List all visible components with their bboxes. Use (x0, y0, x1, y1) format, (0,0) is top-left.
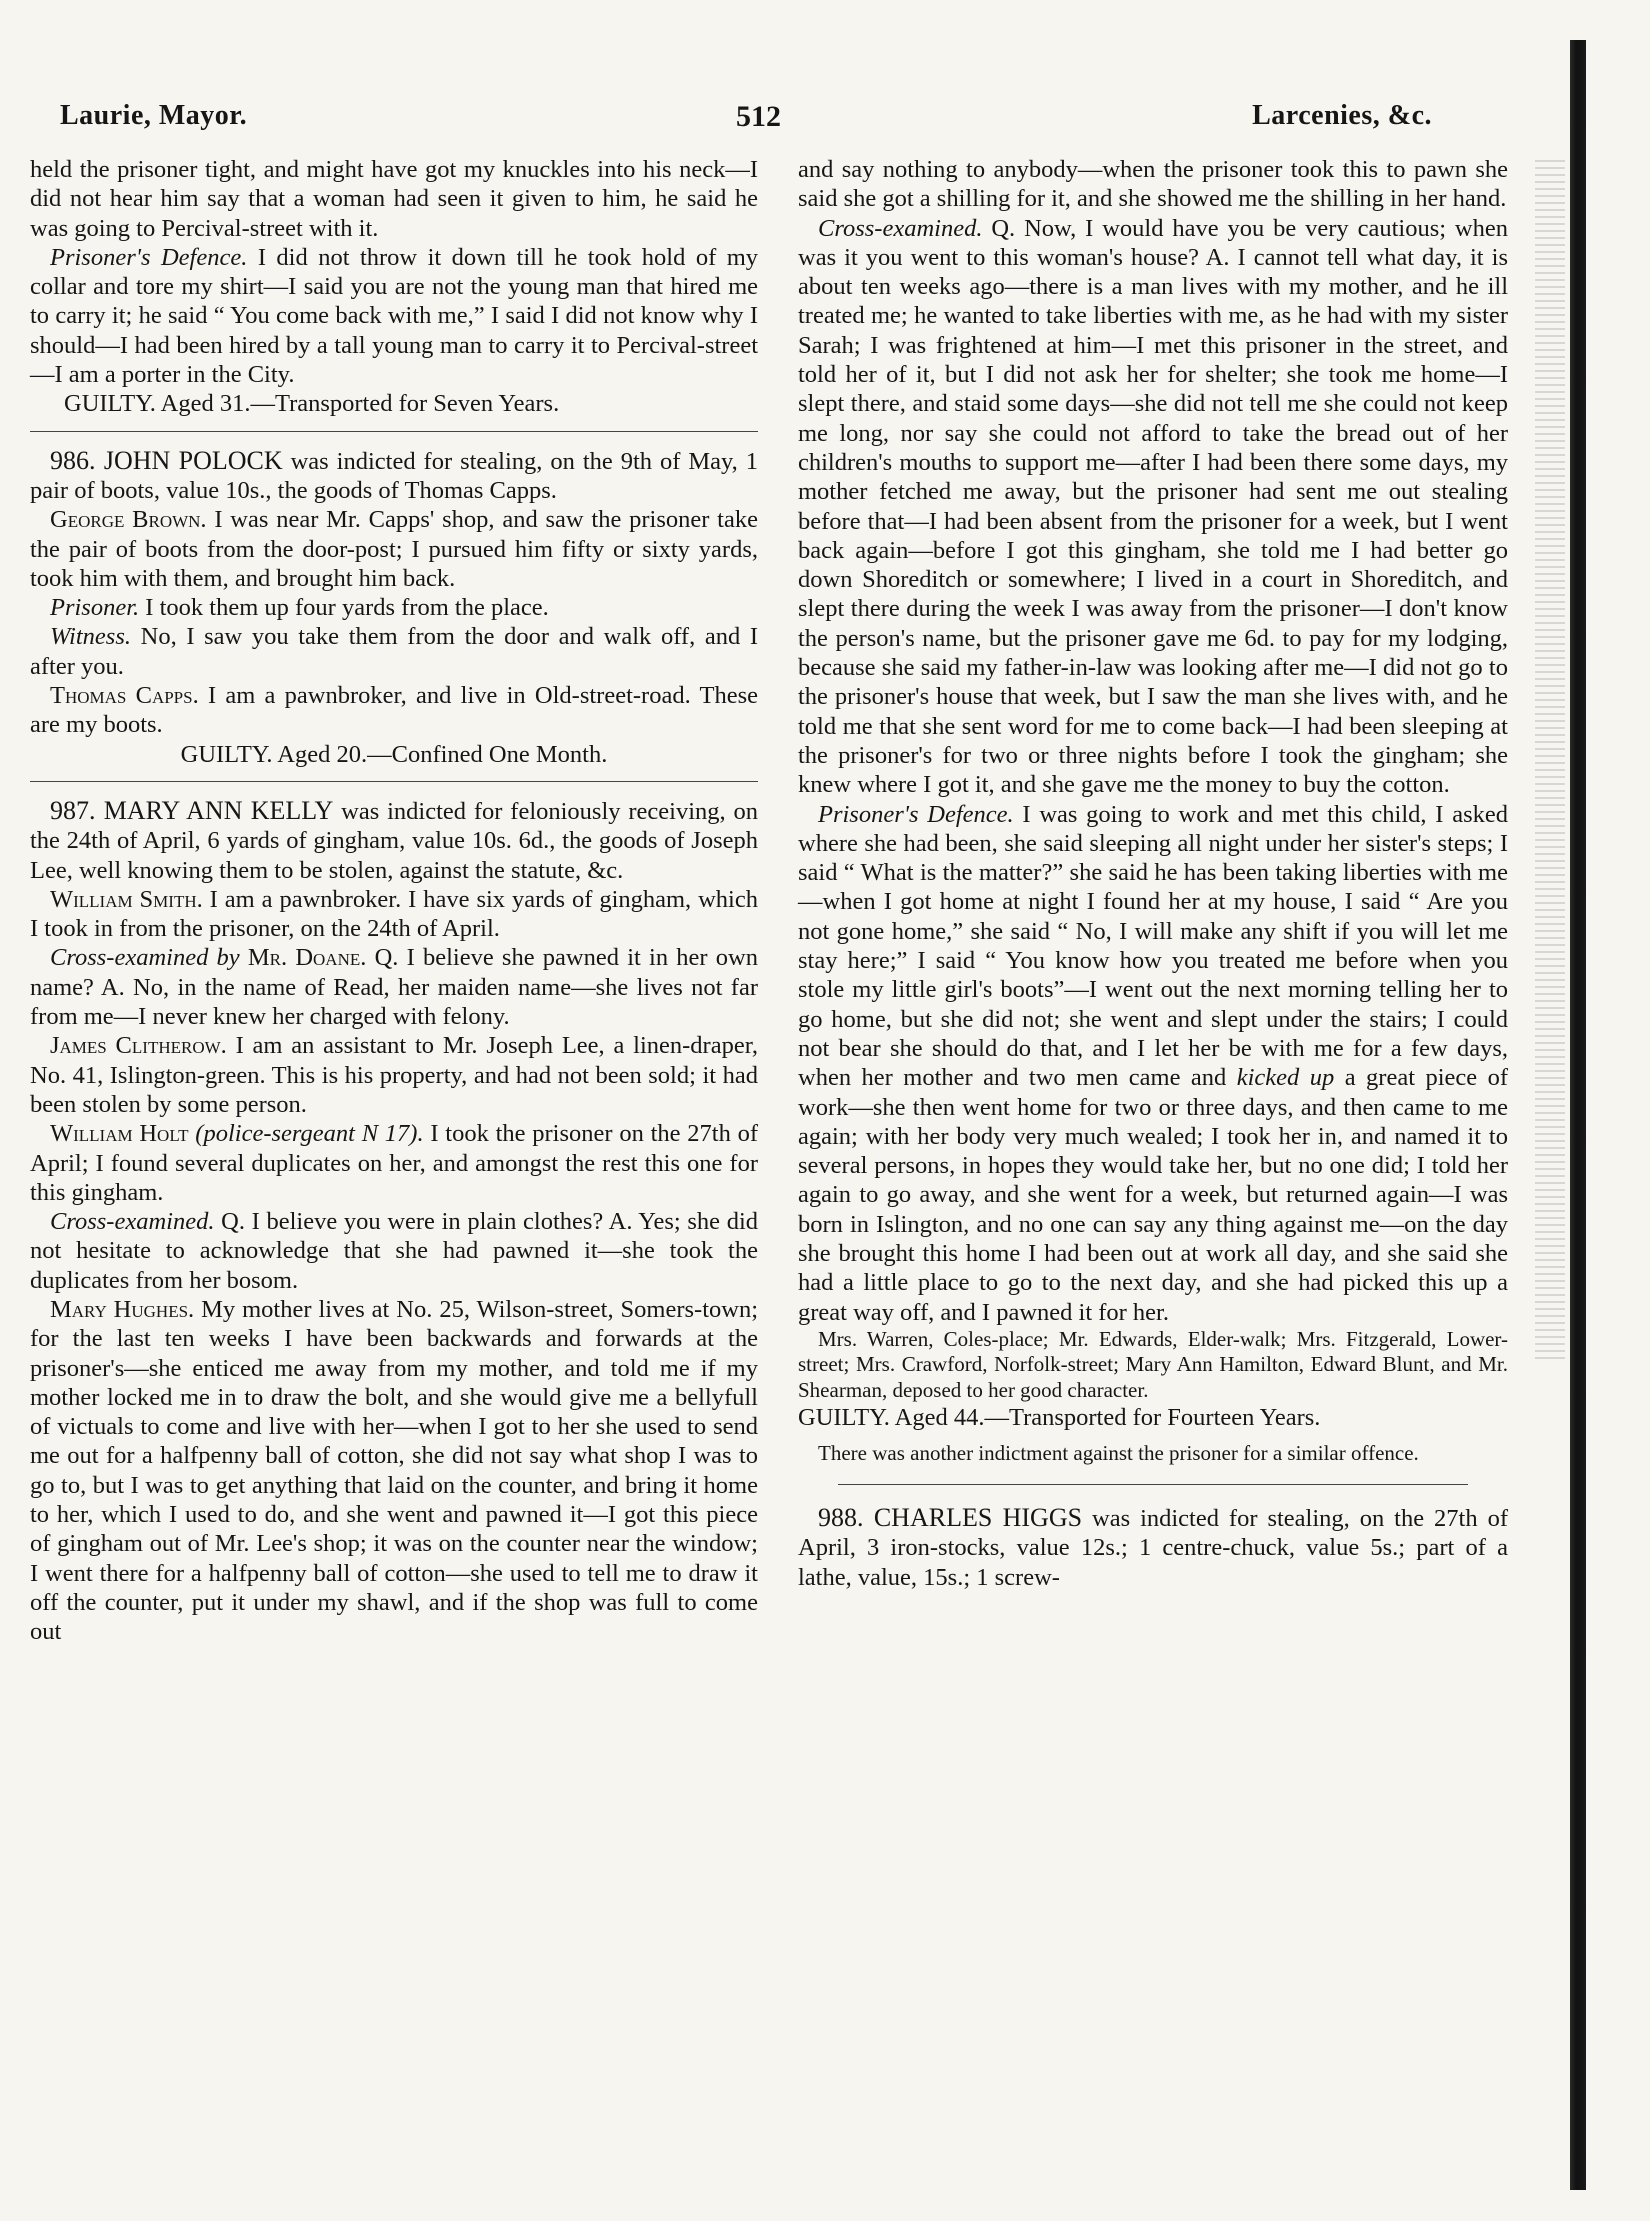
case-number: 987. (50, 795, 104, 825)
note: There was another indictment against the prisoner for a similar offence. (818, 1440, 1419, 1465)
speaker-label: Prisoner's Defence. (50, 243, 248, 271)
case-number: 986. (50, 445, 104, 475)
speaker-label: Prisoner's Defence. (818, 800, 1014, 828)
left-column (30, 155, 758, 1647)
testimony-text: I am a pawnbroker. I have six yards of gingham, which I took in from the prisoner, on the 24th of April. (30, 885, 758, 943)
testimony-text: My mother lives at No. 25, Wilson-street, Somers-town; for the last ten weeks I have been backwards and forwards at the prisoner's—she enticed me away from my mother, and told me if my mother locked me in to draw the bolt, and she would give me a bellyfull of victuals to come and live with her—when I got to her she used to send me out for a halfpenny ball of cotton, she did not say what shop I was to go to, but I was to get anything that laid on the counter, and bring it home to her, which I used to do, and she went and pawned it—I got this piece of gingham out of Mr. Lee's shop; it was on the counter near the window; I went there for a halfpenny ball of cotton—she used to tell me to draw it off the counter, put it under my shawl, and if the shop was full to come out (30, 1295, 759, 1646)
prisoner-paragraph (30, 593, 758, 622)
paragraph-text: I did not throw it down till he took hold of my collar and tore my shirt—I said you are not the young man that hired me to carry it; he said “ You come back with me,” I said I did not know why I should—I had been hired by a tall young man to carry it to Percival-street—I am a porter in the City. (30, 243, 758, 389)
speaker-label: Cross-examined. (50, 1208, 215, 1236)
verdict: GUILTY. Aged 20.—Confined One Month. (180, 740, 608, 768)
speaker-label: Prisoner. (50, 594, 140, 622)
header-left: Laurie, Mayor. (60, 100, 248, 131)
case-heading-987 (30, 796, 758, 885)
testimony-text: I was near Mr. Capps' shop, and saw the prisoner take the pair of boots from the door-post; I pursued him fifty or sixty yards, took him with them, and brought him back. (30, 506, 758, 592)
cross-examination-paragraph (30, 1207, 758, 1295)
paragraph-prisoners-defence (30, 243, 758, 389)
testimony-text: a great piece of work—she then went home for two or three days, and then came to me again; with her body very much wealed; I took her in, and named it to several persons, in hopes they would take her, but no one did; I told her again to go away, and she went for a week, but returned again—I was born in Islington, and no one can say any thing against me—on the day she brought this home I had been out at work all day, and she said she had a little place to go to the next day, and she had picked this up a great way off, and I pawned it for her. (798, 1064, 1508, 1326)
testimony-text: Q. I believe she pawned it in her own name? A. No, in the name of Read, her maiden name—she lives not far from me—I never knew her charged with felony. (30, 944, 758, 1031)
defendant-name: MARY ANN KELLY (103, 795, 334, 825)
witness-reply-paragraph (30, 622, 758, 681)
defendant-name: JOHN POLOCK (103, 445, 283, 475)
page-number: 512 (736, 100, 781, 133)
speaker-label: Cross-examined. (818, 214, 983, 242)
case-heading-988 (798, 1503, 1508, 1592)
indictment-text: was indicted for feloniously receiving, on the 24th of April, 6 yards of gingham, value 10s. 6d., the goods of Joseph Lee, well knowing them to be stolen, against the statute, &c. (30, 797, 758, 884)
paragraph-continuation: held the prisoner tight, and might have got my knuckles into his neck—I did not hear him say that a woman had seen it given to him, he said he was going to Percival-street with it. (30, 156, 758, 242)
witness-paragraph (30, 1031, 758, 1119)
witness-paragraph (30, 1295, 758, 1647)
witness-paragraph (30, 1119, 758, 1207)
testimony-text: I took the prisoner on the 27th of April; I found several duplicates on her, and amongst the rest this one for this gingham. (30, 1120, 758, 1206)
case-number: 988. (818, 1503, 874, 1533)
witness-role: (police-sergeant N 17). (188, 1120, 424, 1148)
witness-name: Thomas Capps. (50, 682, 199, 710)
paragraph-prisoners-defence (798, 800, 1508, 1327)
testimony-text: I was going to work and met this child, I asked where she had been, she said sleeping all night under her sister's steps; I said “ What is the matter?” she said he has been taking liberties with me—when I got home at night I found her at my house, I said “ Are you not gone home,” she said “ No, I will make any shift if you will let me stay here;” I said “ You know how you treated me before when you stole my little girl's boots”—I went out the next morning telling her to go home, but she did not; she went and slept under the stairs; I could not bear she should do that, and I let her be with me for a few days, when her mother and two men came and (798, 800, 1508, 1092)
witness-name: William Smith. (50, 885, 203, 913)
header-right: Larcenies, &c. (1252, 100, 1432, 131)
case-divider (30, 781, 758, 782)
verdict: GUILTY. Aged 44.—Transported for Fourteen Years. (798, 1404, 1321, 1432)
testimony-text: I am a pawnbroker, and live in Old-street-road. These are my boots. (30, 682, 758, 739)
cross-examination-paragraph (798, 214, 1508, 800)
cross-examination-paragraph (30, 943, 758, 1031)
character-witnesses: Mrs. Warren, Coles-place; Mr. Edwards, Elder-walk; Mrs. Fitzgerald, Lower-street; Mrs. Crawford, Norfolk-street; Mary Ann Hamilton, Edward Blunt, and Mr. Shearman, deposed to her good character. (798, 1326, 1508, 1402)
emphasis-text: kicked up (1236, 1064, 1335, 1092)
testimony-text: Q. I believe you were in plain clothes? A. Yes; she did not hesitate to acknowledge that she had pawned it—she took the duplicates from her bosom. (30, 1208, 758, 1294)
indictment-text: was indicted for stealing, on the 9th of May, 1 pair of boots, value 10s., the goods of Thomas Capps. (30, 447, 758, 504)
testimony-text: No, I saw you take them from the door and walk off, and I after you. (30, 623, 758, 680)
case-heading-986 (30, 446, 758, 506)
witness-name: James Clitherow. (50, 1032, 227, 1060)
witness-name: Mary Hughes. (50, 1295, 195, 1323)
witness-name: William Holt (50, 1120, 189, 1148)
witness-paragraph (30, 505, 758, 593)
defendant-name: CHARLES HIGGS (873, 1503, 1083, 1533)
witness-paragraph (30, 885, 758, 944)
testimony-text: I am an assistant to Mr. Joseph Lee, a linen-draper, No. 41, Islington-green. This is his property, and had not been sold; it had been stolen by some person. (30, 1032, 758, 1118)
case-divider (838, 1484, 1468, 1485)
speaker-label: Witness. (50, 623, 131, 651)
indictment-text: was indicted for stealing, on the 27th of April, 3 iron-stocks, value 12s.; 1 centre-chuck, value 5s.; part of a lathe, value, 15s.; 1 screw- (798, 1505, 1508, 1591)
witness-paragraph (30, 681, 758, 740)
right-column (798, 155, 1508, 1592)
testimony-text: I took them up four yards from the place. (139, 594, 549, 622)
testimony-text: Q. Now, I would have you be very cautious; when was it you went to this woman's house? A. I cannot tell what day, it is about ten weeks ago—there is a man lives with my mother, and he ill treated me; he wanted to take liberties with me, as he had with my sister Sarah; I was frightened at him—I met this prisoner in the street, and told her of it, but I did not ask her for shelter; she took me home—I slept there, and staid some days—she did not tell me she could not keep me long, nor say she could not afford to take the bread out of her children's mouths to support me—after I had been there some days, my mother fetched me away, but the prisoner had sent me out stealing before that—I had been absent from the prisoner for a week, but I went back again—before I got this gingham, she told me I had better go down Shoreditch or somewhere; I lived in a court in Shoreditch, and slept there during the week I was away from the prisoner—I don't know the person's name, but the prisoner gave me 6d. to pay for my lodging, because she said my father-in-law was looking after me—I did not go to the prisoner's house that week, but I saw the man she lives with, and he told me that she sent word for me to come back—I had been sleeping at the prisoner's for two or three nights before I took the gingham; she knew where I got it, and she gave me the money to buy the cotton. (798, 214, 1508, 799)
paragraph-continuation: and say nothing to anybody—when the prisoner took this to pawn she said she got a shilling for it, and she showed me the shilling in her hand. (798, 156, 1508, 213)
scan-edge-noise (1535, 160, 1565, 1360)
case-divider (30, 431, 758, 432)
running-header (60, 100, 1432, 150)
counsel-name: Mr. Doane. (239, 944, 367, 972)
speaker-label: Cross-examined by (50, 944, 240, 972)
verdict: GUILTY. Aged 31.—Transported for Seven Years. (64, 390, 560, 418)
witness-name: George Brown. (50, 506, 207, 534)
scan-binding-shadow (1570, 40, 1586, 2190)
